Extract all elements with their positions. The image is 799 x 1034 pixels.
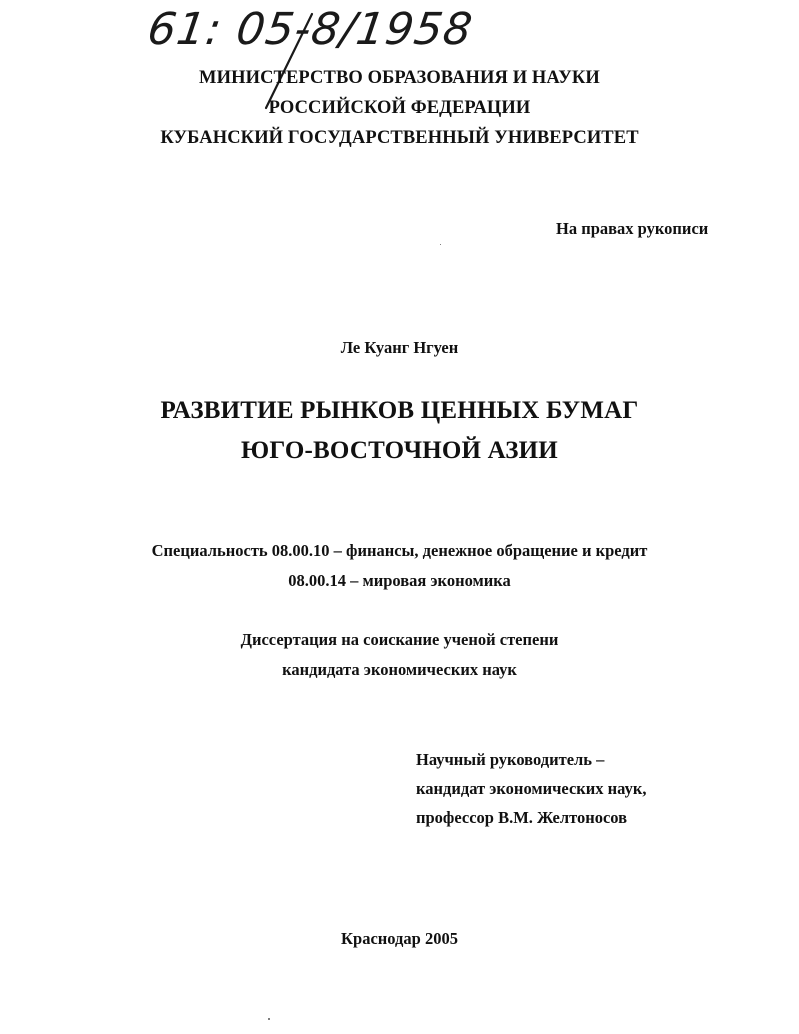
ministry-line-1: МИНИСТЕРСТВО ОБРАЗОВАНИЯ И НАУКИ (199, 68, 600, 88)
thesis-title-line-1: РАЗВИТИЕ РЫНКОВ ЦЕННЫХ БУМАГ (160, 397, 639, 424)
scan-speck (440, 244, 441, 245)
specialty-line-2: 08.00.14 – мировая экономика (288, 571, 511, 590)
scan-speck (268, 1018, 270, 1020)
thesis-title-line-2: ЮГО-ВОСТОЧНОЙ АЗИИ (241, 437, 558, 464)
ministry-line-2: РОССИЙСКОЙ ФЕДЕРАЦИИ (268, 98, 531, 118)
rights-note: На правах рукописи (556, 219, 709, 238)
supervisor-line-1: Научный руководитель – (416, 750, 605, 769)
specialty-line-1: Специальность 08.00.10 – финансы, денежное обращение и кредит (151, 541, 648, 560)
supervisor-line-3: профессор В.М. Желтоносов (416, 808, 628, 827)
handwritten-registration-number: 61: 05-8/1958 (144, 4, 477, 55)
dissertation-line-1: Диссертация на соискание ученой степени (240, 630, 559, 649)
supervisor-line-2: кандидат экономических наук, (416, 779, 647, 798)
author-name: Ле Куанг Нгуен (340, 338, 459, 357)
city-year: Краснодар 2005 (341, 929, 458, 948)
dissertation-line-2: кандидата экономических наук (282, 660, 517, 679)
university-name: КУБАНСКИЙ ГОСУДАРСТВЕННЫЙ УНИВЕРСИТЕТ (160, 128, 639, 148)
